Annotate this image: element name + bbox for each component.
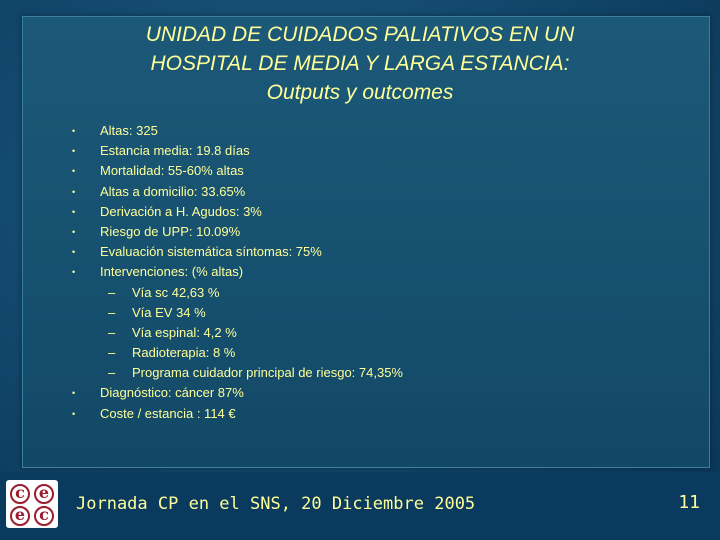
bullet-text: Altas a domicilio: 33.65% [100,183,246,199]
list-item [0,202,720,222]
sub-bullet-text: Vía espinal: 4,2 % [132,324,237,340]
footer-text: Jornada CP en el SNS, 20 Diciembre 2005 [76,494,476,514]
list-item [0,182,720,202]
list-item [0,161,720,181]
list-item [0,141,720,161]
list-item [0,121,720,141]
bullet-icon: • [72,267,76,278]
bullet-icon: • [72,247,76,258]
sub-list-item [0,363,720,383]
bullet-text: Riesgo de UPP: 10.09% [100,223,241,239]
logo-letter: e [10,506,30,526]
sub-bullet-text: Vía sc 42,63 % [132,284,220,300]
bullet-icon: • [72,408,76,419]
list-item [0,383,720,403]
slide-title [40,20,680,107]
dash-icon: – [108,304,116,320]
bullet-text: Derivación a H. Agudos: 3% [100,203,262,219]
sub-list-item [0,343,720,363]
bullet-text: Intervenciones: (% altas) [100,264,244,280]
list-item [0,222,720,242]
bullet-text: Evaluación sistemática síntomas: 75% [100,244,322,260]
title-line-2: HOSPITAL DE MEDIA Y LARGA ESTANCIA: [150,52,570,75]
list-item [0,242,720,262]
bullet-text: Coste / estancia : 114 € [100,405,236,421]
bullet-icon: • [72,226,76,237]
bullet-icon: • [72,126,76,136]
bullet-text: Estancia media: 19.8 días [100,143,250,159]
dash-icon: – [108,345,116,361]
bullet-icon: • [72,186,76,197]
logo-letter: c [34,506,54,526]
bullet-icon: • [72,146,76,157]
dash-icon: – [108,365,116,381]
dash-icon: – [108,284,116,300]
sub-list-item [0,303,720,323]
bullet-icon: • [72,166,76,177]
sub-list-item [0,323,720,343]
sub-bullet-text: Radioterapia: 8 % [132,345,236,361]
list-item [0,404,720,424]
sub-bullet-text: Programa cuidador principal de riesgo: 74,35% [132,365,403,381]
bullet-text: Mortalidad: 55-60% altas [100,163,244,179]
logo-letter: c [10,484,30,504]
title-line-1: UNIDAD DE CUIDADOS PALIATIVOS EN UN [145,23,575,46]
page-number: 11 [678,492,700,513]
sub-bullet-text: Vía EV 34 % [132,304,206,320]
title-line-3: Outputs y outcomes [266,81,454,104]
bullet-icon: • [72,388,76,399]
sub-list-item [0,283,720,303]
bullet-text: Diagnóstico: cáncer 87% [100,385,244,401]
logo-letter: e [34,484,54,504]
bullet-text: Altas: 325 [100,123,158,138]
dash-icon: – [108,324,116,340]
bullet-icon: • [72,206,76,217]
ceec-logo [6,480,58,528]
list-item [0,262,720,282]
bullet-list [0,121,720,424]
